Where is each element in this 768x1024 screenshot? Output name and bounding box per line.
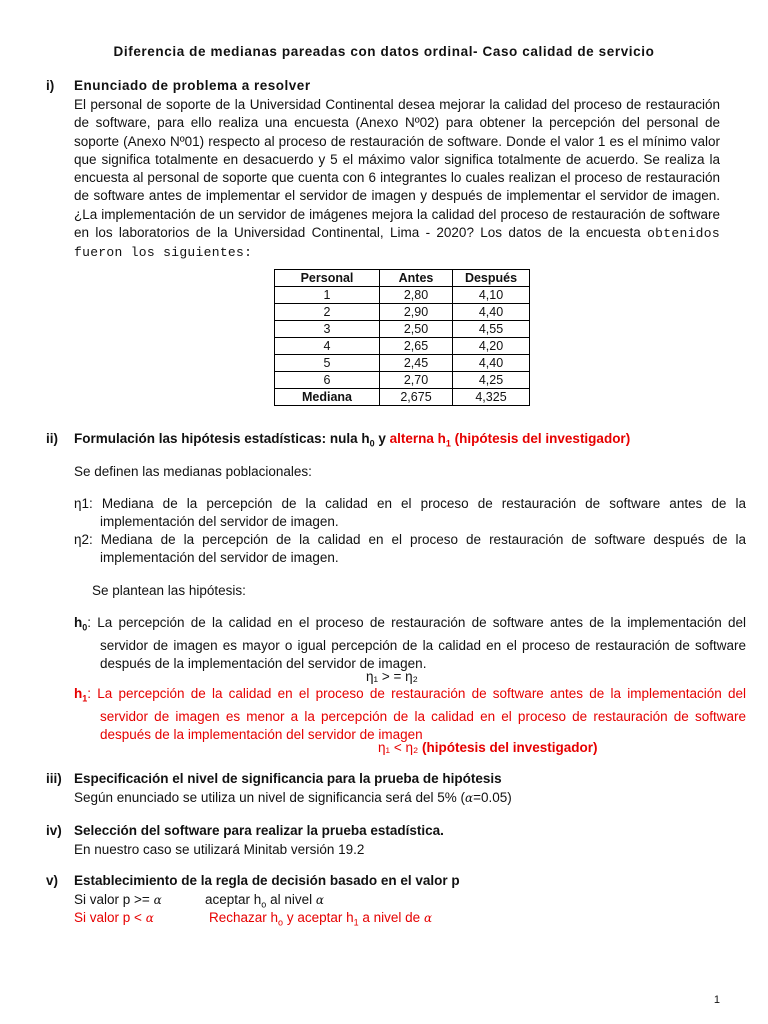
col-header-antes: Antes xyxy=(380,270,453,287)
cell-despues: 4,40 xyxy=(453,304,530,321)
cell-antes: 2,90 xyxy=(380,304,453,321)
cell-antes: 2,50 xyxy=(380,321,453,338)
null-hypothesis-formula: η₁ > = η₂ xyxy=(366,669,418,684)
cell-mediana-despues: 4,325 xyxy=(453,389,530,406)
section-number: iv) xyxy=(46,823,62,838)
cell-personal: 1 xyxy=(275,287,380,304)
rule-reject-right: Rechazar $h_o$ y aceptar $h_1$ a nivel de α xyxy=(209,910,433,928)
cell-personal: 4 xyxy=(275,338,380,355)
section-number: ii) xyxy=(46,431,58,446)
page-number: 1 xyxy=(713,994,720,1006)
cell-personal: 6 xyxy=(275,372,380,389)
define-medians-text: Se definen las medianas poblacionales: xyxy=(74,464,312,479)
table-row xyxy=(275,355,530,372)
survey-table xyxy=(274,269,530,406)
rule-reject-left: Si valor p < α xyxy=(74,910,154,925)
eta2-definition: η2: Mediana de la percepción de la calidad en el proceso de restauración de software después de la implementación del servidor de imagen. xyxy=(74,532,746,565)
cell-personal: 3 xyxy=(275,321,380,338)
section-heading: Establecimiento de la regla de decisión basado en el valor p xyxy=(74,873,460,888)
cell-despues: 4,55 xyxy=(453,321,530,338)
cell-despues: 4,40 xyxy=(453,355,530,372)
cell-despues: 4,20 xyxy=(453,338,530,355)
table-row xyxy=(275,372,530,389)
section-heading: Formulación las hipótesis estadísticas: nula $h_0$ y alterna $h_1$ (hipótesis del investigador) xyxy=(74,431,631,449)
alpha-icon: α xyxy=(423,911,433,925)
alpha-icon: α xyxy=(145,911,154,925)
section-number: iii) xyxy=(46,771,62,786)
cell-mediana-antes: 2,675 xyxy=(380,389,453,406)
cell-antes: 2,70 xyxy=(380,372,453,389)
table-row xyxy=(275,304,530,321)
col-header-despues: Después xyxy=(453,270,530,287)
section-heading: Especificación el nivel de significancia para la prueba de hipótesis xyxy=(74,771,502,786)
software-text: En nuestro caso se utilizará Minitab versión 19.2 xyxy=(74,842,365,857)
rule-accept-right: aceptar $h_o$ al nivel α xyxy=(205,892,324,910)
eta1-definition: η1: Mediana de la percepción de la calidad en el proceso de restauración de software antes de la implementación del servidor de imagen. xyxy=(74,496,746,529)
alpha-icon: α xyxy=(153,893,162,907)
table-row xyxy=(275,287,530,304)
table-row xyxy=(275,321,530,338)
problem-paragraph xyxy=(74,96,720,263)
section-number: i) xyxy=(46,78,55,93)
cell-despues: 4,25 xyxy=(453,372,530,389)
cell-antes: 2,45 xyxy=(380,355,453,372)
table-header-row xyxy=(275,270,530,287)
significance-text: Según enunciado se utiliza un nivel de significancia será del 5% (α=0.05) xyxy=(74,790,512,805)
col-header-personal: Personal xyxy=(275,270,380,287)
section-heading: Enunciado de problema a resolver xyxy=(74,78,311,93)
page-title: Diferencia de medianas pareadas con datos ordinal- Caso calidad de servicio xyxy=(113,44,655,59)
rule-accept-left: Si valor p >= α xyxy=(74,892,162,907)
alternative-hypothesis-formula: η₁ < η₂ (hipótesis del investigador) xyxy=(378,740,598,755)
null-hypothesis: $h_0$: La percepción de la calidad en el proceso de restauración de software antes de la implementación del servidor de imagen es mayor o igual percepción de la calidad en el proceso de restauración de software después de la implementación del servidor de imagen. xyxy=(74,615,746,671)
cell-despues: 4,10 xyxy=(453,287,530,304)
alpha-icon: α xyxy=(315,893,324,907)
table-footer-row xyxy=(275,389,530,406)
cell-mediana-label: Mediana xyxy=(275,389,380,406)
section-heading: Selección del software para realizar la prueba estadística. xyxy=(74,823,444,838)
cell-antes: 2,65 xyxy=(380,338,453,355)
alpha-icon: α xyxy=(465,791,474,805)
alternative-hypothesis: $h_1$: La percepción de la calidad en el proceso de restauración de software antes de la implementación del servidor de imagen es menor a la percepción de la calidad en el proceso de restauración de software después de la implementación del servidor de imagen xyxy=(74,686,746,742)
table-row xyxy=(275,338,530,355)
problem-text-tail: obtenidos fueron los siguientes: xyxy=(74,226,720,261)
plantean-text: Se plantean las hipótesis: xyxy=(92,583,246,598)
cell-antes: 2,80 xyxy=(380,287,453,304)
section-number: v) xyxy=(46,873,59,888)
cell-personal: 5 xyxy=(275,355,380,372)
problem-text: El personal de soporte de la Universidad Continental desea mejorar la calidad del proceso de restauración de software, para ello realiza una encuesta (Anexo Nº02) para obtener la percepción del personal de soporte (Anexo Nº01) respecto al proceso de restauración de software. Donde el valor 1 es el mínimo valor que significa totalmente en desacuerdo y 5 el máximo valor significa totalmente de acuerdo. Se realiza la encuesta al personal de soporte que cuenta con 6 integrantes lo cuales realizan el proceso de restauración de software antes de implementar el servidor de imagen y después de implementar el servidor de imagen. ¿La implementación de un servidor de imágenes mejora la calidad del proceso de restauración de software en los laboratorios de la Universidad Continental, Lima - 2020? Los datos de la encuesta xyxy=(74,97,720,241)
cell-personal: 2 xyxy=(275,304,380,321)
